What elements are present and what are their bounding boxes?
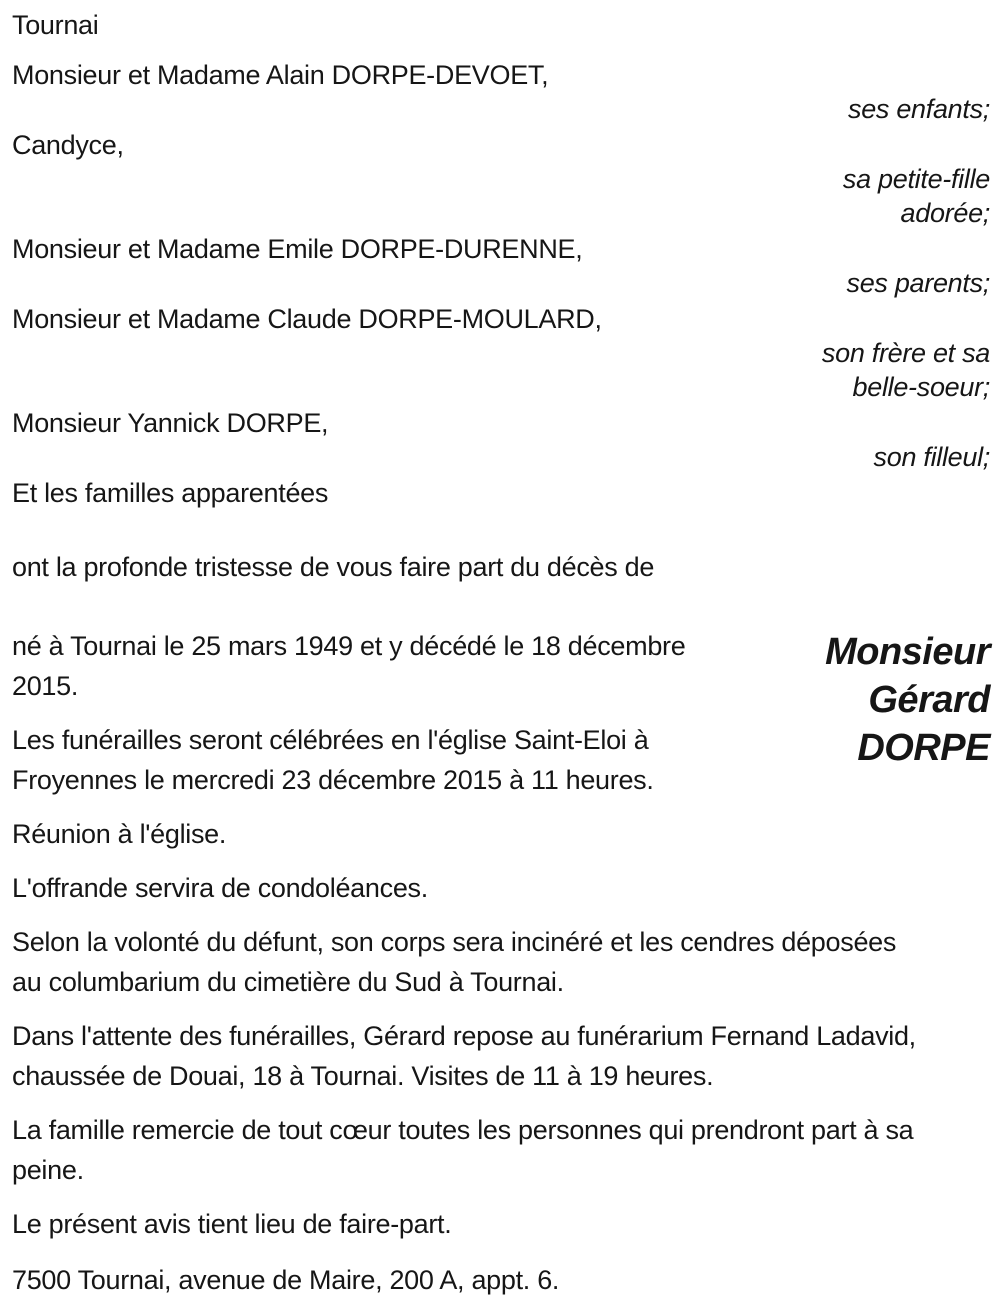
birth-funeral-column xyxy=(12,626,742,814)
notice-paragraph: Réunion à l'église. xyxy=(12,819,227,849)
notice-paragraph: La famille remercie de tout cœur toutes les personnes qui prendront part à sa peine. xyxy=(12,1115,914,1185)
notice-paragraph: Selon la volonté du défunt, son corps sera incinéré et les cendres déposées au columbarium du cimetière du Sud à Tournai. xyxy=(12,927,897,997)
family-row xyxy=(12,302,990,404)
family-relation: sa petite-fille adorée; xyxy=(842,164,990,228)
deceased-last-name: DORPE xyxy=(857,727,990,769)
family-row xyxy=(12,128,990,230)
family-row xyxy=(12,406,990,474)
deceased-first-name: Gérard xyxy=(868,679,990,721)
main-info-row xyxy=(12,626,990,814)
birth-death-paragraph: né à Tournai le 25 mars 1949 et y décédé le 18 décembre 2015. xyxy=(12,631,686,701)
family-row xyxy=(12,58,990,126)
family-relation: ses parents; xyxy=(846,268,990,298)
notice-paragraph: L'offrande servira de condoléances. xyxy=(12,873,428,903)
family-member-name: Et les familles apparentées xyxy=(12,478,329,508)
family-member-name: Monsieur et Madame Emile DORPE-DURENNE, xyxy=(12,234,583,264)
family-relation: ses enfants; xyxy=(848,94,990,124)
announcement-line: ont la profonde tristesse de vous faire part du décès de xyxy=(12,552,655,582)
family-section xyxy=(12,58,990,510)
family-member-name: Monsieur et Madame Alain DORPE-DEVOET, xyxy=(12,60,549,90)
address-line: 7500 Tournai, avenue de Maire, 200 A, appt. 6. xyxy=(12,1265,560,1295)
family-relation: son frère et sa belle-soeur; xyxy=(821,338,990,402)
notice-paragraph: Dans l'attente des funérailles, Gérard repose au funérarium Fernand Ladavid, chaussée de Douai, 18 à Tournai. Visites de 11 à 19 heures. xyxy=(12,1021,916,1091)
family-relation: son filleul; xyxy=(873,442,990,472)
family-member-name: Monsieur Yannick DORPE, xyxy=(12,408,329,438)
family-member-name: Candyce, xyxy=(12,130,124,160)
family-row xyxy=(12,232,990,300)
notice-paragraphs xyxy=(12,814,990,1244)
deceased-title: Monsieur xyxy=(825,631,990,673)
funeral-paragraph: Les funérailles seront célébrées en l'église Saint-Eloi à Froyennes le mercredi 23 décembre 2015 à 11 heures. xyxy=(12,725,654,795)
city-line: Tournai xyxy=(12,10,99,40)
deceased-name-block xyxy=(742,626,990,814)
family-row xyxy=(12,476,990,510)
notice-paragraph: Le présent avis tient lieu de faire-part. xyxy=(12,1209,452,1239)
family-member-name: Monsieur et Madame Claude DORPE-MOULARD, xyxy=(12,304,602,334)
